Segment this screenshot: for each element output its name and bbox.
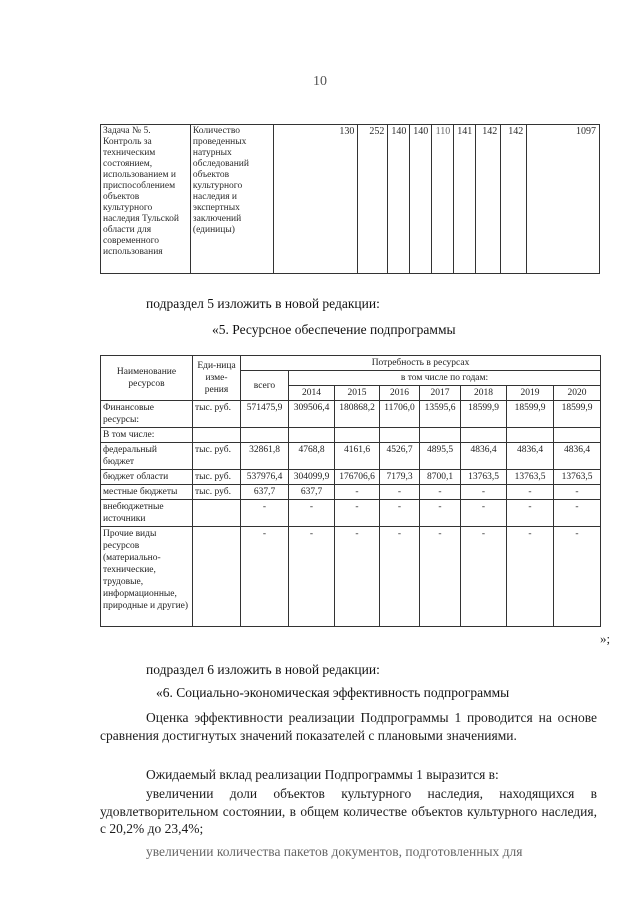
- col-header-total: всего: [241, 371, 289, 401]
- task-value-cell: 140: [410, 125, 432, 274]
- year-header: 2016: [380, 386, 420, 401]
- value-cell: 176706,6: [335, 470, 380, 485]
- table-row: [101, 500, 601, 527]
- task-value-cell: 142: [476, 125, 501, 274]
- year-header: 2019: [507, 386, 554, 401]
- row-name: федеральный бюджет: [101, 443, 193, 470]
- value-cell: -: [241, 527, 289, 627]
- task-value-cell: 110: [432, 125, 454, 274]
- task-value-cell: 1097: [527, 125, 600, 274]
- value-cell: 637,7: [289, 485, 335, 500]
- row-unit: тыс. руб.: [193, 470, 241, 485]
- value-cell: 4836,4: [554, 443, 601, 470]
- table-row: [101, 125, 600, 274]
- col-header-need: Потребность в ресурсах: [241, 356, 601, 371]
- value-cell: 13763,5: [461, 470, 507, 485]
- table-row: [101, 401, 601, 428]
- task-value-cell: 142: [501, 125, 527, 274]
- row-unit: [193, 500, 241, 527]
- closing-quote: »;: [600, 631, 611, 646]
- instruction-subsection-5: подраздел 5 изложить в новой редакции:: [146, 296, 380, 311]
- task-value-cell: 130: [273, 125, 358, 274]
- year-header: 2020: [554, 386, 601, 401]
- paragraph: Оценка эффективности реализации Подпрограммы 1 проводится на основе сравнения достигнутых значений показателей с плановыми значениями.: [100, 710, 597, 743]
- table-row: [101, 443, 601, 470]
- value-cell: 13595,6: [420, 401, 461, 428]
- value-cell: 4526,7: [380, 443, 420, 470]
- year-header: 2018: [461, 386, 507, 401]
- value-cell: 13763,5: [554, 470, 601, 485]
- value-cell: -: [335, 485, 380, 500]
- row-name: Прочие виды ресурсов (материально-технические, трудовые, информационные, природные и другие): [101, 527, 193, 627]
- col-header-name: Наименование ресурсов: [101, 356, 193, 401]
- value-cell: 637,7: [241, 485, 289, 500]
- table-row: [101, 527, 601, 627]
- value-cell: 11706,0: [380, 401, 420, 428]
- value-cell: 4768,8: [289, 443, 335, 470]
- value-cell: -: [380, 527, 420, 627]
- value-cell: 4836,4: [461, 443, 507, 470]
- paragraph: увеличении количества пакетов документов, подготовленных для: [146, 844, 523, 859]
- value-cell: -: [507, 500, 554, 527]
- value-cell: -: [380, 500, 420, 527]
- value-cell: 304099,9: [289, 470, 335, 485]
- row-unit: тыс. руб.: [193, 401, 241, 428]
- value-cell: 8700,1: [420, 470, 461, 485]
- year-header: 2017: [420, 386, 461, 401]
- value-cell: 13763,5: [507, 470, 554, 485]
- year-header: 2014: [289, 386, 335, 401]
- table-row: [101, 470, 601, 485]
- table-row: [101, 428, 601, 443]
- value-cell: -: [241, 500, 289, 527]
- value-cell: -: [554, 485, 601, 500]
- value-cell: -: [289, 527, 335, 627]
- value-cell: 18599,9: [461, 401, 507, 428]
- row-name: В том числе:: [101, 428, 193, 443]
- table-header-row: [101, 356, 601, 371]
- task-indicator-cell: Количество проведенных натурных обследований объектов культурного наследия и экспертных заключений (единицы): [190, 125, 273, 274]
- paragraph: увеличении доли объектов культурного наследия, находящихся в удовлетворительном состоянии, в общем количестве объектов культурного наследия, с 20,2% до 23,4%;: [100, 786, 597, 836]
- value-cell: 4836,4: [507, 443, 554, 470]
- value-cell: -: [335, 527, 380, 627]
- value-cell: -: [420, 485, 461, 500]
- row-unit: тыс. руб.: [193, 485, 241, 500]
- task-value-cell: 141: [454, 125, 476, 274]
- col-header-unit: Еди-ница изме-рения: [193, 356, 241, 401]
- value-cell: 7179,3: [380, 470, 420, 485]
- value-cell: -: [420, 527, 461, 627]
- value-cell: -: [289, 500, 335, 527]
- resources-table: [100, 355, 601, 627]
- row-name: внебюджетные источники: [101, 500, 193, 527]
- page-number: 10: [313, 74, 327, 89]
- row-name: бюджет области: [101, 470, 193, 485]
- value-cell: 537976,4: [241, 470, 289, 485]
- value-cell: -: [335, 500, 380, 527]
- value-cell: -: [554, 527, 601, 627]
- value-cell: 32861,8: [241, 443, 289, 470]
- col-header-by-years: в том числе по годам:: [289, 371, 601, 386]
- task-value-cell: 252: [358, 125, 388, 274]
- task-table: [100, 124, 600, 274]
- value-cell: -: [420, 500, 461, 527]
- value-cell: 18599,9: [554, 401, 601, 428]
- row-name: местные бюджеты: [101, 485, 193, 500]
- value-cell: 180868,2: [335, 401, 380, 428]
- value-cell: 4895,5: [420, 443, 461, 470]
- task-name-cell: Задача № 5. Контроль за техническим состоянием, использованием и приспособлением объектов культурного наследия Тульской области для современного использования: [101, 125, 191, 274]
- value-cell: 571475,9: [241, 401, 289, 428]
- value-cell: -: [461, 527, 507, 627]
- task-value-cell: 140: [388, 125, 410, 274]
- section-5-title: «5. Ресурсное обеспечение подпрограммы: [212, 322, 456, 337]
- paragraph: Ожидаемый вклад реализации Подпрограммы 1 выразится в:: [146, 767, 499, 782]
- value-cell: -: [461, 500, 507, 527]
- year-header: 2015: [335, 386, 380, 401]
- row-unit: [193, 527, 241, 627]
- row-unit: тыс. руб.: [193, 443, 241, 470]
- table-row: [101, 485, 601, 500]
- value-cell: 18599,9: [507, 401, 554, 428]
- value-cell: -: [507, 527, 554, 627]
- value-cell: -: [461, 485, 507, 500]
- value-cell: -: [507, 485, 554, 500]
- value-cell: 4161,6: [335, 443, 380, 470]
- row-name: Финансовые ресурсы:: [101, 401, 193, 428]
- value-cell: -: [380, 485, 420, 500]
- value-cell: -: [554, 500, 601, 527]
- section-6-title: «6. Социально-экономическая эффективность подпрограммы: [156, 685, 510, 700]
- value-cell: 309506,4: [289, 401, 335, 428]
- instruction-subsection-6: подраздел 6 изложить в новой редакции:: [146, 662, 380, 677]
